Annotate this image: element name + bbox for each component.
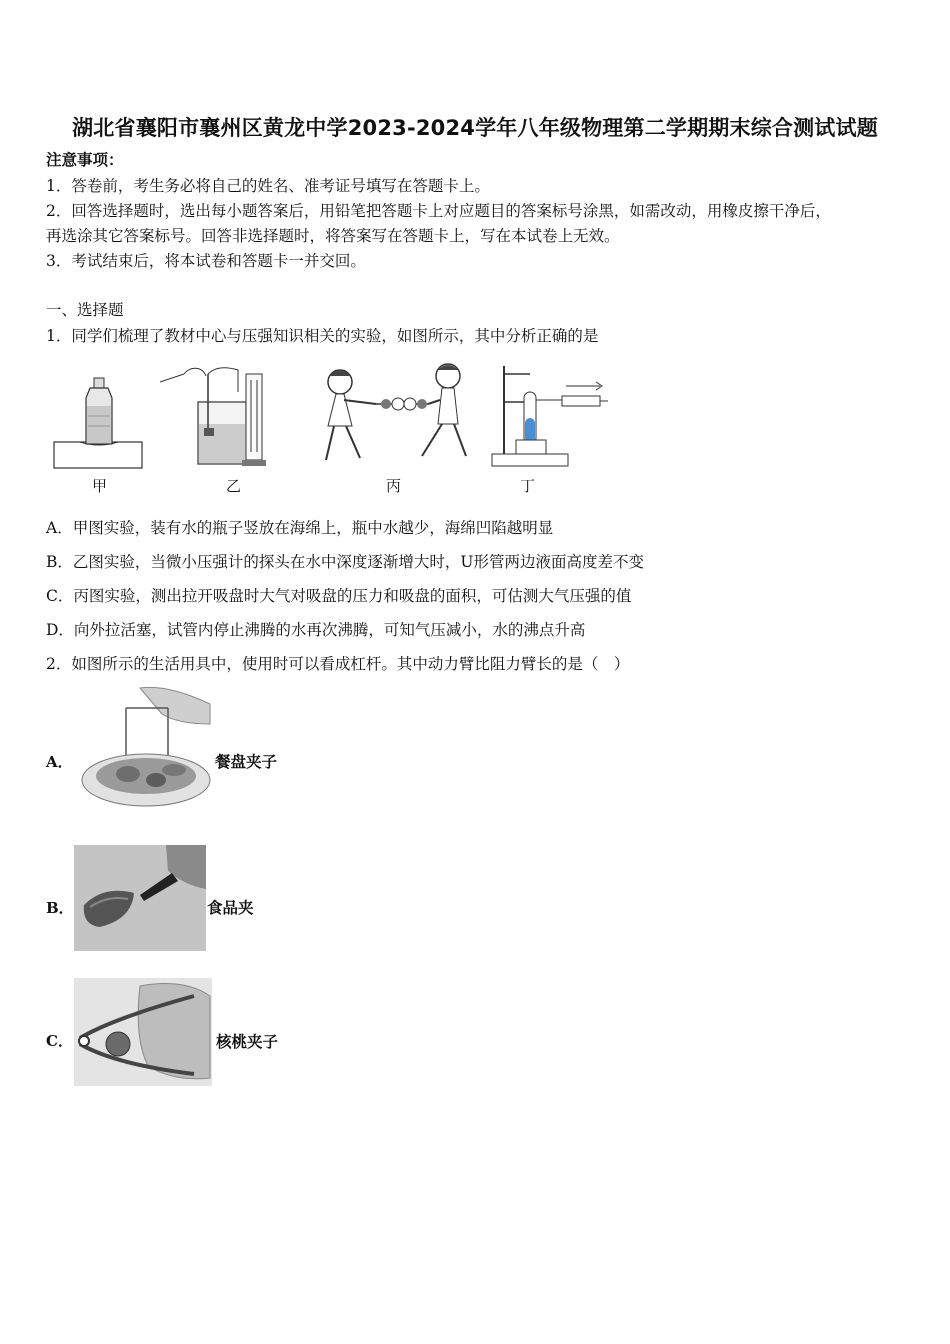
figure-yi-pressure-gauge	[158, 362, 273, 472]
figure-label-ding: 丁	[520, 477, 536, 495]
question-1-stem: 1．同学们梳理了教材中心与压强知识相关的实验，如图所示，其中分析正确的是	[46, 327, 599, 345]
q2-option-b-letter: B．	[46, 899, 74, 917]
question-2-stem: 2．如图所示的生活用具中，使用时可以看成杠杆。其中动力臂比阻力臂长的是（ ）	[46, 655, 630, 673]
q2-option-c-caption: 核桃夹子	[216, 1032, 279, 1051]
figure-jia-bottle-on-sponge	[50, 372, 150, 472]
notice-item: 再选涂其它答案标号。回答非选择题时，将答案写在答题卡上，写在本试卷上无效。	[46, 227, 620, 245]
q2-option-a-caption: 餐盘夹子	[215, 752, 278, 771]
notice-heading: 注意事项：	[46, 150, 124, 169]
section-heading: 一、选择题	[46, 301, 124, 319]
figure-label-bing: 丙	[386, 477, 402, 495]
figure-bing-magdeburg-pull	[318, 360, 478, 468]
q1-option-b: B．乙图实验，当微小压强计的探头在水中深度逐渐增大时，U形管两边液面高度差不变	[46, 553, 644, 571]
document-title: 湖北省襄阳市襄州区黄龙中学2023-2024学年八年级物理第二学期期末综合测试试题	[72, 116, 878, 140]
q1-option-d: D．向外拉活塞，试管内停止沸腾的水再次沸腾，可知气压减小，水的沸点升高	[46, 621, 586, 639]
figure-label-yi: 乙	[226, 477, 242, 495]
nutcracker-image	[74, 978, 212, 1086]
notice-item: 3．考试结束后，将本试卷和答题卡一并交回。	[46, 252, 366, 270]
q1-option-a: A．甲图实验，装有水的瓶子竖放在海绵上，瓶中水越少，海绵凹陷越明显	[46, 519, 554, 537]
q1-option-c: C．丙图实验，测出拉开吸盘时大气对吸盘的压力和吸盘的面积，可估测大气压强的值	[46, 587, 632, 605]
notice-item: 2．回答选择题时，选出每小题答案后，用铅笔把答题卡上对应题目的答案标号涂黑，如需改动，用橡皮擦干净后，	[46, 202, 831, 220]
figure-label-jia: 甲	[92, 477, 108, 495]
q2-option-a-letter: A．	[46, 753, 73, 771]
q2-option-c-letter: C．	[46, 1032, 73, 1050]
food-tongs-image	[74, 845, 206, 951]
q2-option-b-caption: 食品夹	[207, 898, 254, 917]
notice-item: 1．答卷前，考生务必将自己的姓名、准考证号填写在答题卡上。	[46, 177, 490, 195]
figure-ding-syringe-boiling	[490, 364, 615, 472]
plate-clamp-image	[78, 684, 213, 824]
